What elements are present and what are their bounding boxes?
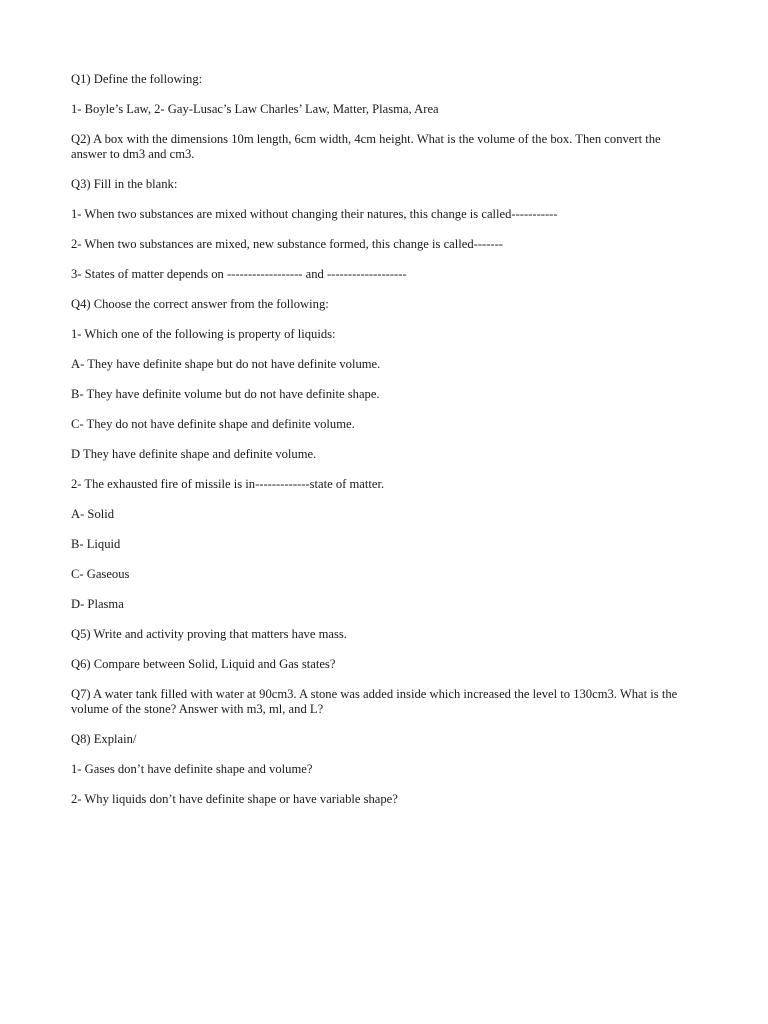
q4-2-option-c: C- Gaseous xyxy=(71,567,130,581)
q4-1-option-d: D They have definite shape and definite volume. xyxy=(71,447,317,461)
q5-question: Q5) Write and activity proving that matters have mass. xyxy=(71,627,347,641)
q8-heading: Q8) Explain/ xyxy=(71,732,137,746)
q4-item-1: 1- Which one of the following is property of liquids: xyxy=(71,327,336,341)
q6-question: Q6) Compare between Solid, Liquid and Gas states? xyxy=(71,657,336,671)
q4-item-2: 2- The exhausted fire of missile is in-------------state of matter. xyxy=(71,477,385,491)
q8-item-1: 1- Gases don’t have definite shape and volume? xyxy=(71,762,313,776)
q3-blank-3: 3- States of matter depends on ------------------ and ------------------- xyxy=(71,267,407,281)
q7-question: Q7) A water tank filled with water at 90cm3. A stone was added inside which increased the level to 130cm3. What is the volume of the stone? Answer with m3, ml, and L? xyxy=(71,687,681,716)
q1-terms: 1- Boyle’s Law, 2- Gay-Lusac’s Law Charles’ Law, Matter, Plasma, Area xyxy=(71,102,439,116)
q3-blank-1: 1- When two substances are mixed without changing their natures, this change is called----------- xyxy=(71,207,558,221)
q2-question: Q2) A box with the dimensions 10m length, 6cm width, 4cm height. What is the volume of the box. Then convert the answer to dm3 and cm3. xyxy=(71,132,664,161)
q4-2-option-d: D- Plasma xyxy=(71,597,124,611)
q4-1-option-a: A- They have definite shape but do not have definite volume. xyxy=(71,357,381,371)
q4-2-option-a: A- Solid xyxy=(71,507,115,521)
q4-heading: Q4) Choose the correct answer from the following: xyxy=(71,297,329,311)
q4-1-option-b: B- They have definite volume but do not have definite shape. xyxy=(71,387,380,401)
q8-item-2: 2- Why liquids don’t have definite shape or have variable shape? xyxy=(71,792,398,806)
q4-2-option-b: B- Liquid xyxy=(71,537,121,551)
q3-heading: Q3) Fill in the blank: xyxy=(71,177,178,191)
q4-1-option-c: C- They do not have definite shape and definite volume. xyxy=(71,417,355,431)
document-body xyxy=(71,72,691,822)
q3-blank-2: 2- When two substances are mixed, new substance formed, this change is called------- xyxy=(71,237,503,251)
q1-heading: Q1) Define the following: xyxy=(71,72,203,86)
